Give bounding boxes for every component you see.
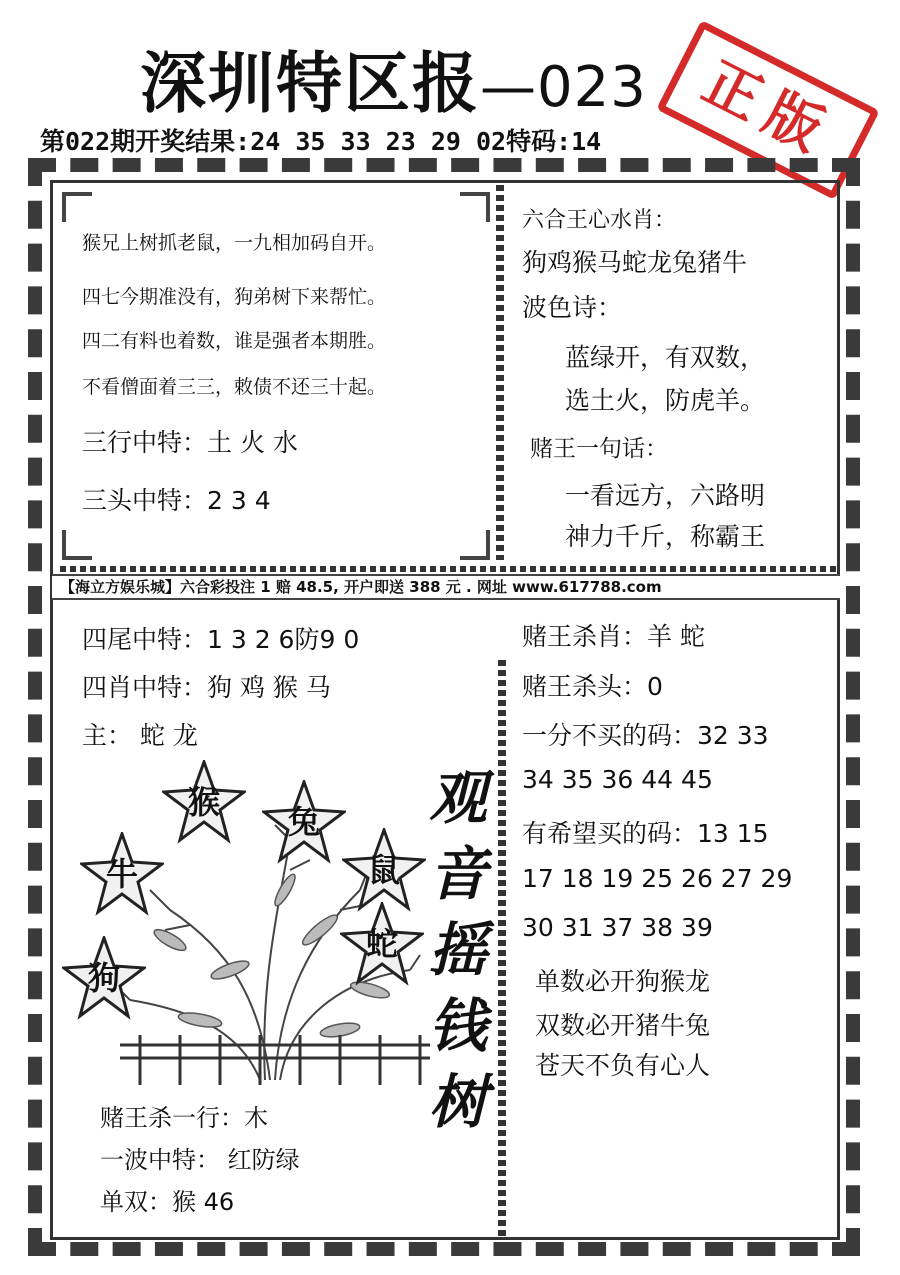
zodiac-star-ox xyxy=(80,832,164,916)
king-saying-line: 一看远方，六路明 xyxy=(565,481,766,510)
hope-numbers-line: 30 31 37 38 39 xyxy=(522,913,713,942)
tree-title: 观音摇钱树 xyxy=(428,764,487,1136)
corner-ornament xyxy=(62,192,92,222)
poem-line: 猴兄上树抓老鼠，一九相加码自开。 xyxy=(82,232,387,254)
heart-zodiac-label: 六合王心水肖： xyxy=(522,208,677,233)
bottom-divider xyxy=(498,660,506,1240)
corner-ornament xyxy=(460,530,490,560)
zodiac-star-rabbit xyxy=(262,780,346,864)
zodiac-label: 兔 xyxy=(287,803,320,841)
odd-even: 单双：猴 46 xyxy=(100,1188,235,1216)
hope-numbers: 有希望买的码：13 15 xyxy=(522,819,769,848)
four-tails: 四尾中特：1 3 2 6防9 0 xyxy=(82,625,360,654)
saying-line: 单数必开狗猴龙 xyxy=(535,967,711,996)
draw-results: 第022期开奖结果:24 35 33 23 29 02特码:14 xyxy=(40,127,602,156)
zodiac-label: 牛 xyxy=(105,855,138,893)
four-zodiacs: 四肖中特：狗 鸡 猴 马 xyxy=(82,673,331,702)
zodiac-star-rat xyxy=(342,828,426,912)
three-heads: 三头中特：2 3 4 xyxy=(82,486,271,515)
no-buy-numbers: 一分不买的码：32 33 xyxy=(522,721,769,750)
zodiac-label: 猴 xyxy=(187,783,220,821)
wave-poem-line: 选土火，防虎羊。 xyxy=(565,386,766,415)
zodiac-star-dog xyxy=(62,936,146,1020)
heart-zodiac-value: 狗鸡猴马蛇龙兔猪牛 xyxy=(522,248,748,277)
poem-line: 四二有料也着数，谁是强者本期胜。 xyxy=(82,330,387,352)
main-zodiacs: 主： 蛇 龙 xyxy=(82,721,198,750)
corner-ornament xyxy=(62,530,92,560)
kill-zodiac: 赌王杀肖：羊 蛇 xyxy=(522,622,705,651)
corner-ornament xyxy=(460,192,490,222)
zodiac-label: 鼠 xyxy=(367,851,400,889)
authentic-stamp: 正版 xyxy=(656,20,880,200)
newspaper-title xyxy=(140,30,647,125)
poem-line: 四七今期准没有，狗弟树下来帮忙。 xyxy=(82,286,387,308)
kill-head: 赌王杀头：0 xyxy=(522,672,663,701)
saying-line: 双数必开猪牛兔 xyxy=(535,1011,711,1040)
king-saying-label: 赌王一句话： xyxy=(530,436,668,462)
zodiac-label: 狗 xyxy=(87,959,120,997)
hope-numbers-line: 17 18 19 25 26 27 29 xyxy=(522,864,793,893)
zodiac-label: 蛇 xyxy=(365,925,398,963)
middle-divider xyxy=(60,566,836,572)
kill-element: 赌王杀一行：木 xyxy=(100,1104,268,1132)
one-wave: 一波中特： 红防绿 xyxy=(100,1146,300,1174)
three-elements: 三行中特：土 火 水 xyxy=(82,428,298,457)
zodiac-star-snake xyxy=(340,902,424,986)
title-text: 深圳特区报 xyxy=(140,44,480,122)
issue-number: —023 xyxy=(480,55,647,120)
saying-line: 苍天不负有心人 xyxy=(535,1051,711,1080)
zodiac-star-monkey xyxy=(162,760,246,844)
wave-poem-line: 蓝绿开，有双数， xyxy=(565,343,766,372)
top-divider xyxy=(496,185,504,560)
poem-line: 不看僧面着三三，敕债不还三十起。 xyxy=(82,376,387,398)
ad-banner: 【海立方娱乐城】六合彩投注 1 赔 48.5, 开户即送 388 元 . 网址 www.617788.com xyxy=(52,574,840,600)
no-buy-numbers-cont: 34 35 36 44 45 xyxy=(522,765,713,794)
king-saying-line: 神力千斤，称霸王 xyxy=(565,522,766,551)
wave-poem-label: 波色诗： xyxy=(522,293,623,322)
